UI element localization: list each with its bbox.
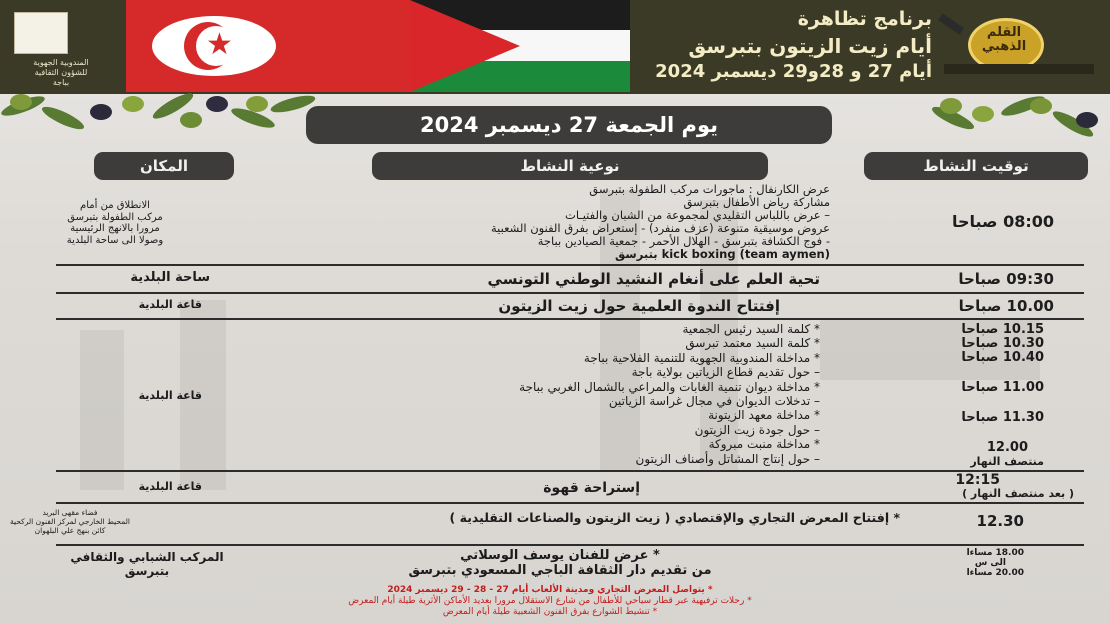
row-time-note: ( بعد منتصف النهار ) [962, 487, 1074, 500]
ministry-logo [14, 12, 68, 54]
column-header-time: توقيت النشاط [864, 152, 1088, 180]
row-time: 12.30 [976, 512, 1024, 530]
date-banner: يوم الجمعة 27 ديسمبر 2024 [306, 106, 832, 144]
row-activity: * كلمة السيد رئيس الجمعية * كلمة السيد معتمد تبرسق * مداخلة المندوبية الجهوية للتنمية الفلاحية بباجة – حول تقديم قطاع الزياتين بولاية باجة * مداخلة ديوان تنمية الغابات والمراعي بالشمال الغربي بباجة – تدخلات الديوان في مجال غراسة الزياتين * مداخلة معهد الزيتونة – حول جودة زيت الزيتون * مداخلة منبت مبروكة – حول إنتاج المشاتل وأصناف الزيتون [519, 322, 820, 466]
row-times: 18.00 مساءا الى س 20.00 مساءا [966, 548, 1024, 578]
column-header-activity: نوعية النشاط [372, 152, 768, 180]
palestine-flag [410, 0, 630, 92]
row-place: قاعة البلدية [138, 480, 202, 493]
row-place: ساحة البلدية [130, 270, 210, 285]
ruins-watermark [80, 330, 124, 490]
row-activity: تحية العلم على أنغام النشيد الوطني التونسي [487, 270, 820, 288]
logo-text: القلم الذهبي [981, 25, 1027, 54]
star-icon: ★ [206, 27, 233, 62]
row-time: 10.00 صباحا [958, 297, 1054, 315]
row-place: المركب الشبابي والثقافي بتبرسق [70, 550, 224, 578]
row-time: 09:30 صباحا [958, 270, 1054, 288]
ministry-name: المندوبية الجهوية للشؤون الثقافية بباجة [33, 58, 89, 87]
row-place: قاعة البلدية [138, 389, 202, 402]
row-time: 08:00 صباحا [951, 212, 1054, 231]
row-divider [56, 502, 1084, 504]
row-time: 12:15 [955, 472, 1000, 488]
row-divider [56, 544, 1084, 546]
footer-note: * رحلات ترفيهية عبر قطار سياحي للأطفال من شارع الاستقلال مرورا بعديد الأماكن الأثرية طيلة أيام المعرض [348, 596, 752, 606]
row-activity: عرض الكارنفال : ماجورات مركب الطفولة بتبرسق مشاركة رياض الأطفال بتبرسق – عرض باللباس التقليدي لمجموعة من الشبان والفتيـات عروض موسيقية متنوعة (عزف منفرد) - إستعراض بفرق الفنون الشعبية - فوج الكشافة بتبرسق - الهلال الأحمر - جمعية الصيادين بباجة kick boxing (team aymen) بتبرسق [490, 182, 830, 261]
footer-note: * تنشيط الشوارع بفرق الفنون الشعبية طيلة أيام المعرض [442, 607, 658, 617]
column-header-place: المكان [94, 152, 234, 180]
row-place: الانطلاق من أمام مركب الطفولة بتبرسق مرورا بالانهج الرئيسية وصولا الى ساحة البلدية [66, 200, 164, 246]
row-divider [56, 318, 1084, 320]
row-activity: إستراحة قهوة [543, 480, 640, 496]
row-place: قاعة البلدية [138, 298, 202, 311]
row-divider [56, 264, 1084, 266]
row-activity: * إفتتاح المعرض التجاري والإقتصادي ( زيت الزيتون والصناعات التقليدية ) [449, 510, 900, 525]
footer-notes [190, 585, 910, 618]
footer-note: * يتواصل المعرض التجاري ومدينة الألعاب أيام 27 - 28 - 29 ديسمبر 2024 [387, 585, 713, 595]
row-activity: * عرض للفنان يوسف الوسلاتي من تقديم دار الثقافة الباجي المسعودي بتبرسق [408, 548, 712, 578]
program-title: برنامج تظاهرة أيام زيت الزيتون بتبرسق أيام 27 و 28و29 ديسمبر 2024 [655, 8, 932, 82]
row-place: فضاء مقهى البريد المحيط الخارجي لمركز الفنون الركحية كائن بنهج علي البلهوان [10, 508, 130, 535]
row-activity: إفتتاح الندوة العلمية حول زيت الزيتون [498, 297, 780, 315]
row-divider [56, 292, 1084, 294]
logo-ribbon [944, 64, 1094, 74]
row-divider [56, 470, 1084, 472]
event-poster: المندوبية الجهوية للشؤون الثقافية بباجة ★ برنامج تظاهرة أيام زيت الزيتون بتبرسق أيام 27 و 28و29 ديسمبر 2024 القلم الذهبي يوم الجمعة 27 ديسمبر 2024 توقيت النشاط نوعية النشاط المكان 08:00 صباحا عرض الكارنفال : ماجورات مركب الطفولة بتبرسق مشاركة رياض الأطفال بتبرسق – عرض باللباس التقليدي لمجموعة من الشبان والفتيـات عروض موسيقية متنوعة (عزف منفرد) - إستعراض بفرق الفنون الشعبية - فوج الكشافة بتبرسق - الهلال الأحمر - جمعية الصيادين بباجة kick boxing (team aymen) بتبرسق الانطلاق من أمام مركب الطفولة بتبرسق مرورا بالانهج الرئيسية وصولا الى ساحة البلدية 09:30 صباحا تحية العلم على أنغام النشيد الوطني التونسي ساحة البلدية 10.00 صباحا إفتتاح الندوة العلمية حول زيت الزيتون قاعة البلدية 10.15 صباحا 10.30 صباحا 10.40 صباحا 11.00 صباحا 11.30 صباحا 12.00 منتصف النهار * كلمة السيد رئيس الجمعية * كلمة السيد معتمد تبرسق * مداخلة المندوبية الجهوية للتنمية الفلاحية بباجة – حول تقديم قطاع الزياتين بولاية باجة * مداخلة ديوان تنمية الغابات والمراعي بالشمال الغربي بباجة – تدخلات الديوان في مجال غراسة الزياتين * مداخلة معهد الزيتونة – حول جودة زيت الزيتون * مداخلة منبت مبروكة – حول إنتاج المشاتل وأصناف الزيتون قاعة البلدية 12:15 ( بعد منتصف النهار ) إستراحة قهوة قاعة البلدية 12.30 * إفتتاح المعرض التجاري والإقتصادي ( زيت الزيتون والصناعات التقليدية ) فضاء مقهى البريد المحيط الخارجي لمركز الفنون الركحية كائن بنهج علي البلهوان 18.00 مساءا الى س 20.00 مساءا * عرض للفنان يوسف الوسلاتي من تقديم دار الثقافة الباجي المسعودي بتبرسق المركب الشبابي والثقافي بتبرسق * يتواصل المعرض التجاري ومدينة الألعاب أيام 27 - 28 - 29 ديسمبر 2024 * رحلات ترفيهية عبر قطار سياحي للأطفال من شارع الاستقلال مرورا بعديد الأماكن الأثرية طيلة أيام المعرض * تنشيط الشوارع بفرق الفنون الشعبية طيلة أيام المعرض [0, 0, 1110, 624]
